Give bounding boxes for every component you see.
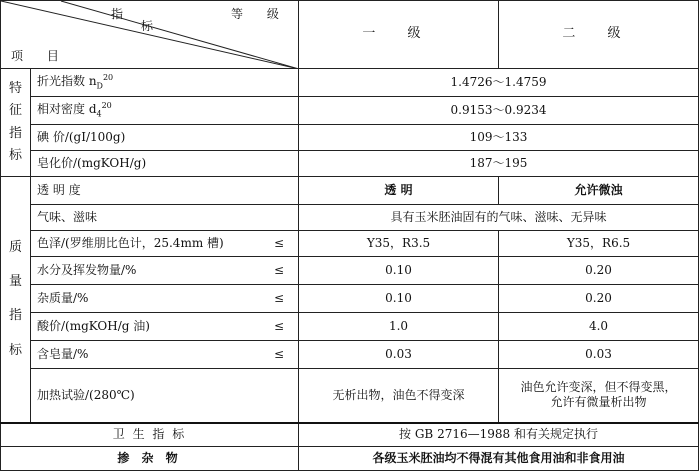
table-row [1, 341, 699, 369]
header-indicator-char2: 标 [141, 19, 154, 33]
grade-1-value: Y35，R3.5 [299, 231, 499, 257]
row-value: 187～195 [299, 151, 699, 177]
grade-2-value: 0.03 [499, 341, 699, 369]
row-label: 加热试验/(280℃) [31, 369, 299, 423]
grade-2-value: 0.20 [499, 257, 699, 285]
table-row [1, 231, 699, 257]
table-row [1, 447, 699, 471]
row-value: 1.4726～1.4759 [299, 69, 699, 97]
header-grade-label: 等 级 [231, 7, 289, 21]
grade-1-value: 0.03 [299, 341, 499, 369]
row-label: 透 明 度 [31, 177, 299, 205]
row-label: 含皂量/% ≤ [31, 341, 299, 369]
quality-group-label: 质 量 指 标 [1, 177, 31, 423]
row-value: 109～133 [299, 125, 699, 151]
row-label: 杂质量/% ≤ [31, 285, 299, 313]
grade-1-value: 透 明 [299, 177, 499, 205]
table-row [1, 423, 699, 447]
table-row [1, 369, 699, 423]
table-row [1, 97, 699, 125]
row-label: 酸价/(mgKOH/g 油) ≤ [31, 313, 299, 341]
table-row [1, 205, 699, 231]
row-value: 0.9153～0.9234 [299, 97, 699, 125]
grade-2-header: 二 级 [499, 1, 699, 69]
feature-group-label: 特 征 指 标 [1, 69, 31, 177]
table-row [1, 125, 699, 151]
grade-2-value: 允许微浊 [499, 177, 699, 205]
row-label: 相对密度 $d_4^{20}$ [31, 97, 299, 125]
table-row [1, 285, 699, 313]
row-label: 皂化价/(mgKOH/g) [31, 151, 299, 177]
header-indicator-char1: 指 [111, 7, 124, 21]
hygiene-value: 按 GB 2716—1988 和有关规定执行 [299, 423, 699, 447]
hygiene-label: 卫 生 指 标 [1, 423, 299, 447]
header-item-label: 项 目 [11, 49, 69, 63]
table-row [1, 257, 699, 285]
table-row [1, 177, 699, 205]
grade-2-value: Y35，R6.5 [499, 231, 699, 257]
adulterant-label: 掺 杂 物 [1, 447, 299, 471]
grade-2-value: 0.20 [499, 285, 699, 313]
adulterant-value: 各级玉米胚油均不得混有其他食用油和非食用油 [299, 447, 699, 471]
grade-1-value: 无析出物，油色不得变深 [299, 369, 499, 423]
grade-2-value-line2: 允许有微量析出物 [550, 395, 647, 410]
grade-1-value: 0.10 [299, 257, 499, 285]
grade-2-value-line1: 油色允许变深，但不得变黑， [520, 380, 677, 395]
grade-1-value: 0.10 [299, 285, 499, 313]
grade-1-header: 一 级 [299, 1, 499, 69]
diagonal-header-cell [1, 1, 299, 69]
grade-2-value: 4.0 [499, 313, 699, 341]
table-header-row [1, 1, 699, 69]
row-value: 具有玉米胚油固有的气味、滋味、无异味 [299, 205, 699, 231]
row-label: 气味、滋味 [31, 205, 299, 231]
row-label: 色泽/(罗维朋比色计，25.4mm 槽) ≤ [31, 231, 299, 257]
row-label: 水分及挥发物量/% ≤ [31, 257, 299, 285]
grade-1-value: 1.0 [299, 313, 499, 341]
table-row [1, 313, 699, 341]
row-label: 折光指数 $n_D^{20}$ [31, 69, 299, 97]
table-row [1, 69, 699, 97]
grade-2-value [499, 369, 699, 423]
table-row [1, 151, 699, 177]
row-label: 碘 价/(gI/100g) [31, 125, 299, 151]
